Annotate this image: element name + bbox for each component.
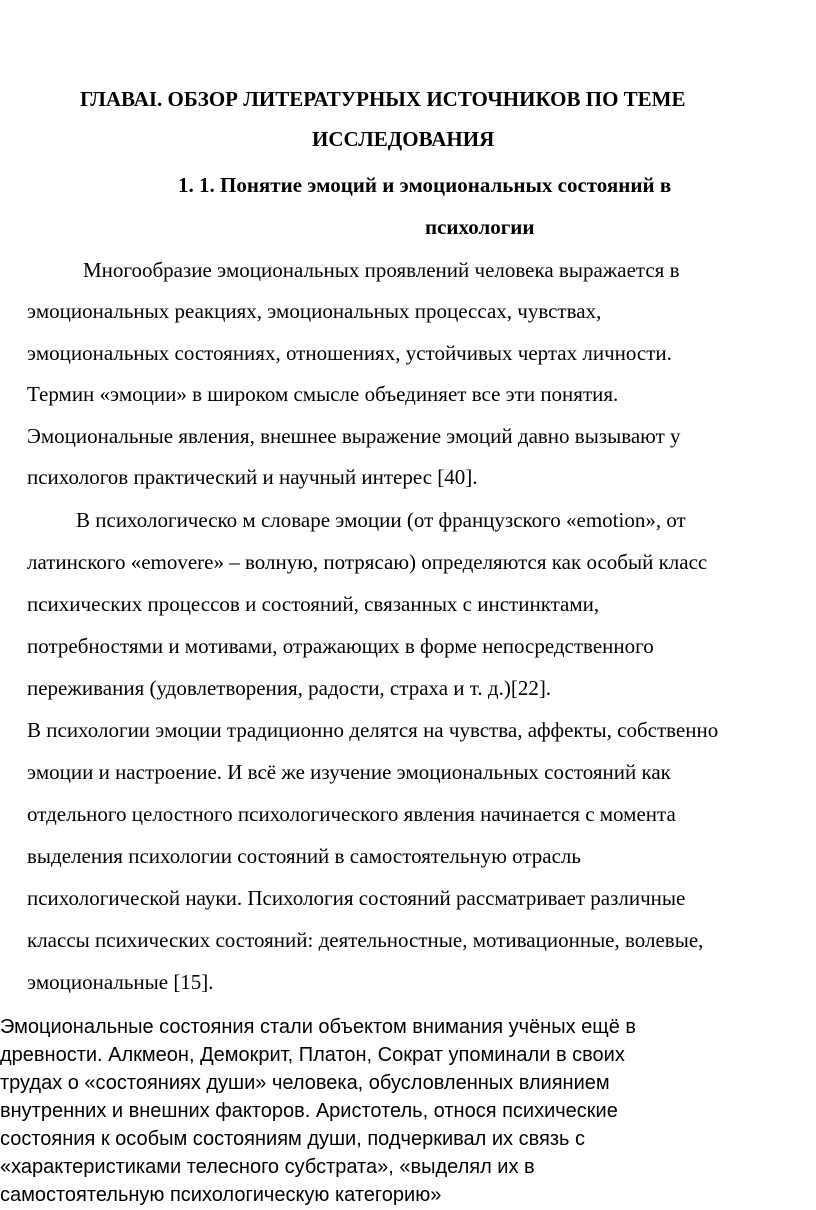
section-title-line-2: психологии — [425, 215, 535, 239]
paragraph-line: Термин «эмоции» в широком смысле объединяет все эти понятия. — [27, 382, 619, 406]
paragraph-line: «характеристиками телесного субстрата», «выделял их в — [0, 1156, 535, 1178]
paragraph-line: психологов практический и научный интерес [40]. — [27, 465, 478, 489]
section-title-line-1: 1. 1. Понятие эмоций и эмоциональных состояний в — [178, 173, 672, 197]
paragraph-line: эмоциональных реакциях, эмоциональных процессах, чувствах, — [27, 299, 602, 323]
paragraph-line: В психологии эмоции традиционно делятся на чувства, аффекты, собственно — [27, 718, 719, 742]
paragraph-line: классы психических состояний: деятельностные, мотивационные, волевые, — [27, 928, 704, 952]
paragraph-line: древности. Алкмеон, Демокрит, Платон, Сократ упоминали в своих — [0, 1044, 625, 1066]
chapter-title-line-2: ИССЛЕДОВАНИЯ — [312, 127, 495, 151]
paragraph-line: состояния к особым состояниям души, подчеркивал их связь с — [0, 1128, 585, 1150]
paragraph-line: отдельного целостного психологического явления начинается с момента — [27, 802, 676, 826]
paragraph-line: эмоциональные [15]. — [27, 970, 214, 994]
paragraph-line: Эмоциональные явления, внешнее выражение эмоций давно вызывают у — [27, 424, 681, 448]
paragraph-line: выделения психологии состояний в самостоятельную отрасль — [27, 844, 581, 868]
paragraph-line: потребностями и мотивами, отражающих в форме непосредственного — [27, 634, 654, 658]
paragraph-line: эмоции и настроение. И всё же изучение эмоциональных состояний как — [27, 760, 671, 784]
paragraph-line: трудах о «состояниях души» человека, обусловленных влиянием — [0, 1072, 610, 1094]
paragraph-line: переживания (удовлетворения, радости, страха и т. д.)[22]. — [27, 676, 552, 700]
paragraph-line: внутренних и внешних факторов. Аристотель, относя психические — [0, 1100, 618, 1122]
paragraph-line: В психологическо м словаре эмоции (от французского «emotion», от — [76, 508, 686, 532]
paragraph-line: Многообразие эмоциональных проявлений человека выражается в — [83, 258, 680, 282]
paragraph-line: Эмоциональные состояния стали объектом внимания учёных ещё в — [0, 1016, 637, 1038]
paragraph-line: психологической науки. Психология состояний рассматривает различные — [27, 886, 686, 910]
chapter-title-line-1: ГЛАВАI. ОБЗОР ЛИТЕРАТУРНЫХ ИСТОЧНИКОВ ПО ТЕМЕ — [80, 87, 686, 111]
paragraph-line: самостоятельную психологическую категорию» — [0, 1184, 442, 1206]
paragraph-line: психических процессов и состояний, связанных с инстинктами, — [27, 592, 600, 616]
paragraph-line: эмоциональных состояниях, отношениях, устойчивых чертах личности. — [27, 341, 672, 365]
paragraph-line: латинского «emovere» – волную, потрясаю) определяются как особый класс — [27, 550, 708, 574]
